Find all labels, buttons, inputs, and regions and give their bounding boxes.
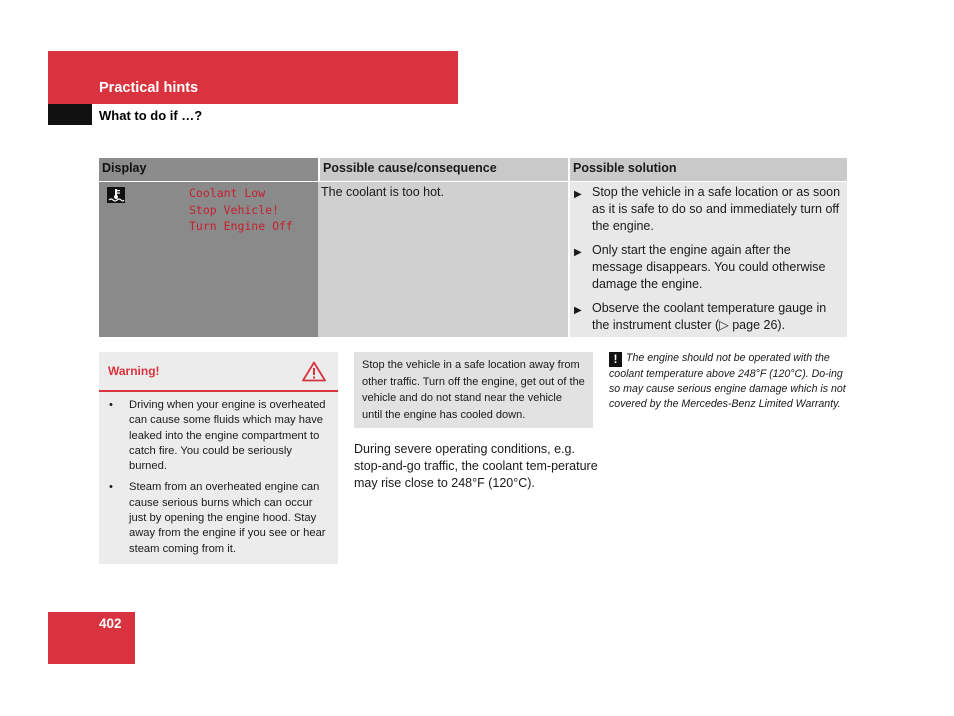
note: [609, 351, 849, 411]
column-header-cause: Possible cause/consequence: [318, 158, 568, 181]
solution-cell: [568, 182, 847, 337]
arrow-right-icon: ▶: [574, 247, 582, 258]
bullet-icon: •: [109, 399, 113, 411]
page-number: 402: [99, 616, 122, 631]
display-line-2: Stop Vehicle!: [189, 202, 280, 217]
section-title: Practical hints: [99, 80, 199, 96]
warning-triangle-icon: [302, 361, 326, 382]
header-band: [48, 51, 458, 104]
column-header-display: Display: [99, 158, 318, 181]
display-cell: [99, 182, 318, 337]
tip-box: Stop the vehicle in a safe location away from other traffic. Turn off the engine, get out of the vehicle and do not stand near the vehicle until the engine has cooled down.: [354, 352, 593, 428]
display-line-1: Coolant Low: [189, 186, 266, 200]
section-marker: [48, 104, 92, 125]
solution-text: Stop the vehicle in a safe location or as soon as it is safe to do so and immediately turn off the engine.: [592, 185, 841, 233]
page-subtitle: What to do if …?: [99, 108, 203, 123]
table-row: [99, 182, 847, 337]
warning-box: [99, 352, 338, 564]
note-text: The engine should not be operated with the coolant temperature above 248°F (120°C). Do-ing so may cause serious engine damage which is not covered by the Mercedes-Benz Limited Warranty.: [609, 352, 846, 410]
cause-cell: The coolant is too hot.: [318, 182, 568, 337]
arrow-right-icon: ▶: [574, 189, 582, 200]
table-header: [99, 158, 847, 181]
warning-label: Warning!: [108, 364, 160, 378]
list-item: [107, 398, 330, 474]
column-header-solution: Possible solution: [568, 158, 847, 181]
solution-item: [574, 242, 843, 293]
warning-list: [99, 392, 338, 557]
warning-text: Driving when your engine is overheated can cause some fluids which may have leaked into the engine compartment to catch fire. You could be seriously burned.: [129, 399, 326, 473]
solution-text: Observe the coolant temperature gauge in the instrument cluster (▷ page 26).: [592, 301, 827, 332]
body-paragraph: During severe operating conditions, e.g. stop-and-go traffic, the coolant tem-perature may rise close to 248°F (120°C).: [354, 442, 598, 490]
warning-text: Steam from an overheated engine can cause serious burns which can occur just by opening the engine hood. Stay away from the engine if you see or hear steam coming from it.: [129, 481, 326, 555]
coolant-temperature-icon: [107, 187, 125, 203]
display-line-3: Turn Engine Off: [189, 219, 293, 233]
display-message: [189, 185, 293, 235]
list-item: [107, 480, 330, 556]
solution-text: Only start the engine again after the message disappears. You could otherwise damage the engine.: [592, 243, 826, 291]
warning-header: [99, 352, 338, 392]
solution-item: [574, 300, 843, 334]
message-table: [99, 158, 847, 337]
solution-item: [574, 184, 843, 235]
bullet-icon: •: [109, 481, 113, 494]
exclamation-icon: !: [609, 352, 622, 367]
page-number-box: [48, 612, 135, 664]
arrow-right-icon: ▶: [574, 305, 582, 316]
